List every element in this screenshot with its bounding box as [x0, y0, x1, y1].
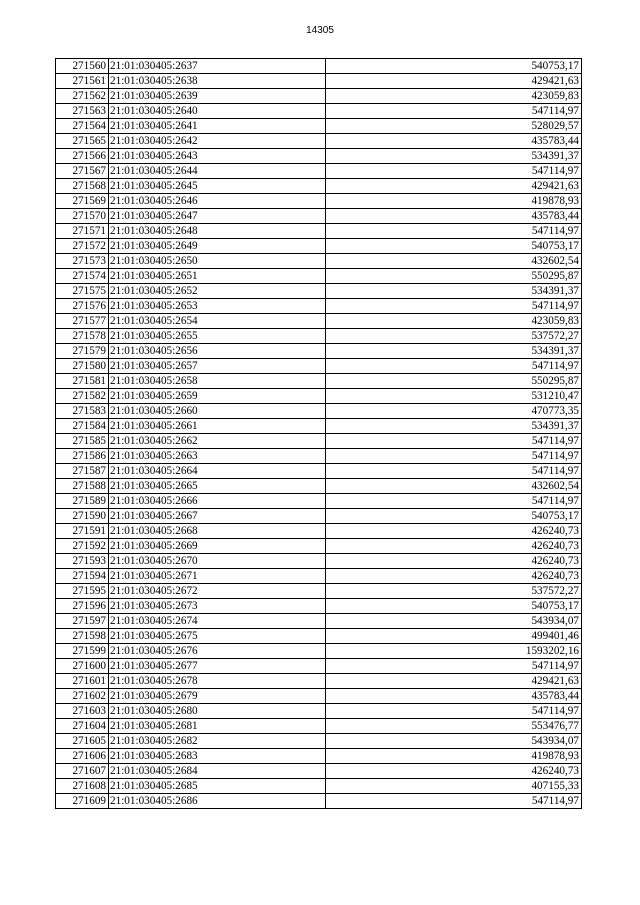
cadastral-number-cell: 21:01:030405:2639	[109, 89, 326, 104]
table-row	[56, 164, 582, 179]
table-row	[56, 329, 582, 344]
row-number-cell: 271575	[56, 284, 109, 299]
cadastral-number-cell: 21:01:030405:2675	[109, 629, 326, 644]
cadastral-value-cell: 419878,93	[326, 749, 582, 764]
cadastral-value-cell: 543934,07	[326, 614, 582, 629]
table-row	[56, 779, 582, 794]
cadastral-value-cell: 435783,44	[326, 209, 582, 224]
cadastral-value-cell: 499401,46	[326, 629, 582, 644]
row-number-cell: 271595	[56, 584, 109, 599]
row-number-cell: 271587	[56, 464, 109, 479]
cadastral-value-cell: 547114,97	[326, 464, 582, 479]
cadastral-number-cell: 21:01:030405:2646	[109, 194, 326, 209]
cadastral-value-cell: 426240,73	[326, 554, 582, 569]
cadastral-value-cell: 540753,17	[326, 599, 582, 614]
cadastral-number-cell: 21:01:030405:2669	[109, 539, 326, 554]
table-row	[56, 764, 582, 779]
table-row	[56, 479, 582, 494]
table-row	[56, 359, 582, 374]
cadastral-number-cell: 21:01:030405:2683	[109, 749, 326, 764]
table-row	[56, 629, 582, 644]
cadastral-number-cell: 21:01:030405:2674	[109, 614, 326, 629]
table-row	[56, 269, 582, 284]
row-number-cell: 271572	[56, 239, 109, 254]
row-number-cell: 271590	[56, 509, 109, 524]
row-number-cell: 271576	[56, 299, 109, 314]
cadastral-number-cell: 21:01:030405:2660	[109, 404, 326, 419]
table-row	[56, 554, 582, 569]
row-number-cell: 271598	[56, 629, 109, 644]
table-row	[56, 299, 582, 314]
cadastral-value-cell: 426240,73	[326, 764, 582, 779]
cadastral-number-cell: 21:01:030405:2656	[109, 344, 326, 359]
row-number-cell: 271564	[56, 119, 109, 134]
row-number-cell: 271600	[56, 659, 109, 674]
table-row	[56, 569, 582, 584]
cadastral-number-cell: 21:01:030405:2679	[109, 689, 326, 704]
table-row	[56, 644, 582, 659]
cadastral-number-cell: 21:01:030405:2671	[109, 569, 326, 584]
cadastral-value-table	[55, 58, 582, 809]
row-number-cell: 271596	[56, 599, 109, 614]
table-row	[56, 104, 582, 119]
cadastral-number-cell: 21:01:030405:2638	[109, 74, 326, 89]
cadastral-value-cell: 540753,17	[326, 509, 582, 524]
cadastral-number-cell: 21:01:030405:2658	[109, 374, 326, 389]
cadastral-value-cell: 426240,73	[326, 539, 582, 554]
table-row	[56, 179, 582, 194]
cadastral-number-cell: 21:01:030405:2686	[109, 794, 326, 809]
cadastral-value-cell: 547114,97	[326, 359, 582, 374]
cadastral-number-cell: 21:01:030405:2654	[109, 314, 326, 329]
table-row	[56, 509, 582, 524]
cadastral-value-cell: 423059,83	[326, 314, 582, 329]
cadastral-value-cell: 435783,44	[326, 134, 582, 149]
table-body	[56, 59, 582, 809]
cadastral-value-cell: 531210,47	[326, 389, 582, 404]
cadastral-value-cell: 528029,57	[326, 119, 582, 134]
cadastral-value-cell: 550295,87	[326, 374, 582, 389]
row-number-cell: 271605	[56, 734, 109, 749]
cadastral-number-cell: 21:01:030405:2680	[109, 704, 326, 719]
cadastral-number-cell: 21:01:030405:2667	[109, 509, 326, 524]
cadastral-number-cell: 21:01:030405:2662	[109, 434, 326, 449]
table-row	[56, 749, 582, 764]
row-number-cell: 271566	[56, 149, 109, 164]
table-row	[56, 524, 582, 539]
cadastral-number-cell: 21:01:030405:2685	[109, 779, 326, 794]
cadastral-value-cell: 547114,97	[326, 494, 582, 509]
cadastral-value-cell: 547114,97	[326, 659, 582, 674]
row-number-cell: 271603	[56, 704, 109, 719]
cadastral-number-cell: 21:01:030405:2653	[109, 299, 326, 314]
cadastral-value-cell: 537572,27	[326, 584, 582, 599]
cadastral-value-cell: 429421,63	[326, 179, 582, 194]
table-row	[56, 284, 582, 299]
cadastral-number-cell: 21:01:030405:2682	[109, 734, 326, 749]
cadastral-value-cell: 547114,97	[326, 449, 582, 464]
row-number-cell: 271582	[56, 389, 109, 404]
cadastral-value-cell: 543934,07	[326, 734, 582, 749]
cadastral-value-cell: 419878,93	[326, 194, 582, 209]
table-row	[56, 254, 582, 269]
cadastral-number-cell: 21:01:030405:2652	[109, 284, 326, 299]
table-row	[56, 59, 582, 74]
cadastral-number-cell: 21:01:030405:2663	[109, 449, 326, 464]
table-row	[56, 674, 582, 689]
table-row	[56, 209, 582, 224]
table-row	[56, 239, 582, 254]
cadastral-value-cell: 537572,27	[326, 329, 582, 344]
row-number-cell: 271589	[56, 494, 109, 509]
cadastral-number-cell: 21:01:030405:2661	[109, 419, 326, 434]
cadastral-value-cell: 432602,54	[326, 254, 582, 269]
row-number-cell: 271569	[56, 194, 109, 209]
table-row	[56, 494, 582, 509]
row-number-cell: 271579	[56, 344, 109, 359]
row-number-cell: 271563	[56, 104, 109, 119]
row-number-cell: 271597	[56, 614, 109, 629]
cadastral-value-cell: 534391,37	[326, 284, 582, 299]
table-row	[56, 224, 582, 239]
cadastral-number-cell: 21:01:030405:2643	[109, 149, 326, 164]
cadastral-value-cell: 470773,35	[326, 404, 582, 419]
page-number: 14305	[306, 25, 334, 36]
cadastral-value-cell: 1593202,16	[326, 644, 582, 659]
table-row	[56, 434, 582, 449]
row-number-cell: 271583	[56, 404, 109, 419]
table-row	[56, 449, 582, 464]
row-number-cell: 271561	[56, 74, 109, 89]
cadastral-number-cell: 21:01:030405:2641	[109, 119, 326, 134]
cadastral-number-cell: 21:01:030405:2650	[109, 254, 326, 269]
table-row	[56, 344, 582, 359]
table-row	[56, 719, 582, 734]
row-number-cell: 271586	[56, 449, 109, 464]
row-number-cell: 271584	[56, 419, 109, 434]
cadastral-number-cell: 21:01:030405:2651	[109, 269, 326, 284]
cadastral-value-cell: 547114,97	[326, 704, 582, 719]
row-number-cell: 271577	[56, 314, 109, 329]
table-row	[56, 689, 582, 704]
cadastral-number-cell: 21:01:030405:2684	[109, 764, 326, 779]
cadastral-value-cell: 547114,97	[326, 104, 582, 119]
table-row	[56, 374, 582, 389]
row-number-cell: 271578	[56, 329, 109, 344]
cadastral-value-cell: 534391,37	[326, 344, 582, 359]
cadastral-number-cell: 21:01:030405:2655	[109, 329, 326, 344]
row-number-cell: 271581	[56, 374, 109, 389]
row-number-cell: 271594	[56, 569, 109, 584]
table-row	[56, 659, 582, 674]
cadastral-number-cell: 21:01:030405:2678	[109, 674, 326, 689]
row-number-cell: 271601	[56, 674, 109, 689]
row-number-cell: 271567	[56, 164, 109, 179]
cadastral-value-cell: 429421,63	[326, 74, 582, 89]
cadastral-value-cell: 547114,97	[326, 434, 582, 449]
table-row	[56, 734, 582, 749]
cadastral-value-cell: 547114,97	[326, 224, 582, 239]
table-row	[56, 134, 582, 149]
table-row	[56, 614, 582, 629]
cadastral-value-cell: 407155,33	[326, 779, 582, 794]
cadastral-number-cell: 21:01:030405:2677	[109, 659, 326, 674]
table-row	[56, 119, 582, 134]
row-number-cell: 271593	[56, 554, 109, 569]
cadastral-value-cell: 534391,37	[326, 419, 582, 434]
cadastral-number-cell: 21:01:030405:2676	[109, 644, 326, 659]
table-row	[56, 794, 582, 809]
row-number-cell: 271580	[56, 359, 109, 374]
cadastral-number-cell: 21:01:030405:2681	[109, 719, 326, 734]
cadastral-value-cell: 553476,77	[326, 719, 582, 734]
cadastral-number-cell: 21:01:030405:2637	[109, 59, 326, 74]
cadastral-value-cell: 423059,83	[326, 89, 582, 104]
cadastral-value-cell: 426240,73	[326, 524, 582, 539]
row-number-cell: 271560	[56, 59, 109, 74]
cadastral-number-cell: 21:01:030405:2647	[109, 209, 326, 224]
row-number-cell: 271604	[56, 719, 109, 734]
cadastral-number-cell: 21:01:030405:2657	[109, 359, 326, 374]
cadastral-value-cell: 547114,97	[326, 794, 582, 809]
table-row	[56, 389, 582, 404]
table-row	[56, 314, 582, 329]
cadastral-number-cell: 21:01:030405:2670	[109, 554, 326, 569]
row-number-cell: 271606	[56, 749, 109, 764]
cadastral-value-cell: 550295,87	[326, 269, 582, 284]
table-row	[56, 404, 582, 419]
row-number-cell: 271608	[56, 779, 109, 794]
cadastral-value-cell: 426240,73	[326, 569, 582, 584]
row-number-cell: 271609	[56, 794, 109, 809]
cadastral-value-cell: 540753,17	[326, 59, 582, 74]
cadastral-number-cell: 21:01:030405:2673	[109, 599, 326, 614]
cadastral-number-cell: 21:01:030405:2665	[109, 479, 326, 494]
row-number-cell: 271573	[56, 254, 109, 269]
cadastral-value-cell: 534391,37	[326, 149, 582, 164]
row-number-cell: 271565	[56, 134, 109, 149]
row-number-cell: 271592	[56, 539, 109, 554]
cadastral-value-cell: 435783,44	[326, 689, 582, 704]
row-number-cell: 271588	[56, 479, 109, 494]
table-row	[56, 539, 582, 554]
cadastral-number-cell: 21:01:030405:2659	[109, 389, 326, 404]
cadastral-number-cell: 21:01:030405:2640	[109, 104, 326, 119]
cadastral-number-cell: 21:01:030405:2672	[109, 584, 326, 599]
row-number-cell: 271607	[56, 764, 109, 779]
row-number-cell: 271568	[56, 179, 109, 194]
cadastral-number-cell: 21:01:030405:2642	[109, 134, 326, 149]
table-row	[56, 584, 582, 599]
table-row	[56, 149, 582, 164]
cadastral-number-cell: 21:01:030405:2644	[109, 164, 326, 179]
cadastral-value-cell: 547114,97	[326, 299, 582, 314]
cadastral-value-cell: 429421,63	[326, 674, 582, 689]
cadastral-number-cell: 21:01:030405:2666	[109, 494, 326, 509]
table-row	[56, 704, 582, 719]
cadastral-value-cell: 432602,54	[326, 479, 582, 494]
row-number-cell: 271599	[56, 644, 109, 659]
row-number-cell: 271562	[56, 89, 109, 104]
table-row	[56, 194, 582, 209]
cadastral-value-cell: 540753,17	[326, 239, 582, 254]
cadastral-number-cell: 21:01:030405:2668	[109, 524, 326, 539]
table-row	[56, 464, 582, 479]
table-row	[56, 74, 582, 89]
row-number-cell: 271585	[56, 434, 109, 449]
row-number-cell: 271591	[56, 524, 109, 539]
cadastral-number-cell: 21:01:030405:2645	[109, 179, 326, 194]
row-number-cell: 271574	[56, 269, 109, 284]
cadastral-number-cell: 21:01:030405:2664	[109, 464, 326, 479]
cadastral-number-cell: 21:01:030405:2648	[109, 224, 326, 239]
table-row	[56, 599, 582, 614]
cadastral-number-cell: 21:01:030405:2649	[109, 239, 326, 254]
row-number-cell: 271570	[56, 209, 109, 224]
cadastral-value-cell: 547114,97	[326, 164, 582, 179]
table-row	[56, 89, 582, 104]
table-row	[56, 419, 582, 434]
row-number-cell: 271602	[56, 689, 109, 704]
row-number-cell: 271571	[56, 224, 109, 239]
